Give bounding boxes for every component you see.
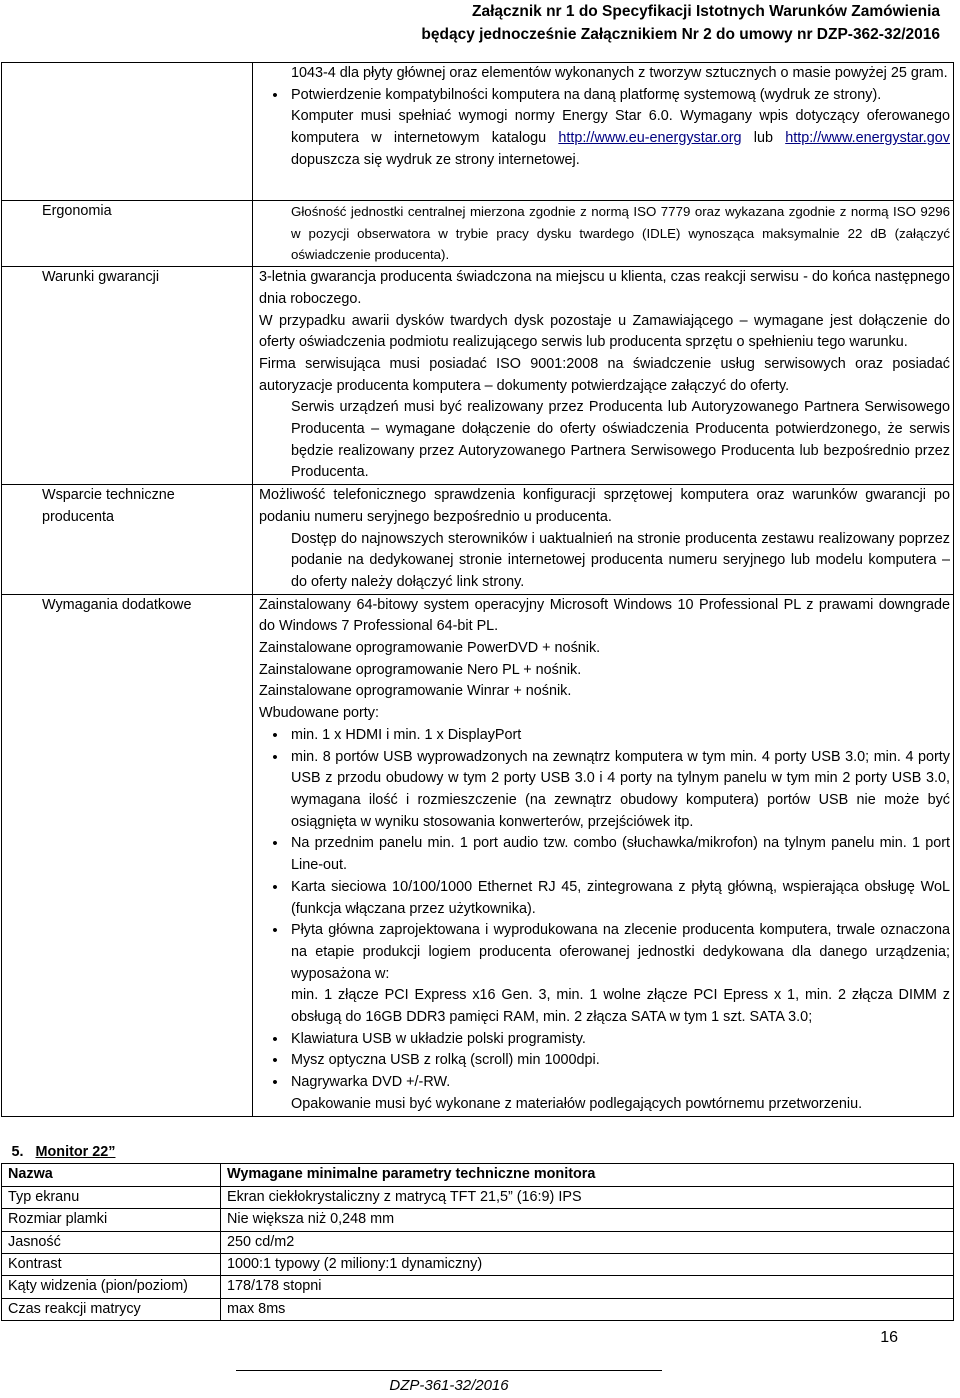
bullet-icon: • xyxy=(272,835,278,853)
compat-text: Potwierdzenie kompatybilności komputera na daną platformę systemową (wydruk ze strony). xyxy=(291,86,882,103)
bullet-icon: • xyxy=(272,1074,278,1092)
bullet-item xyxy=(259,1072,950,1094)
bullet-item xyxy=(259,85,950,107)
warranty-paragraph: 3-letnia gwarancja producenta świadczona na miejscu u klienta, czas reakcji serwisu - do końca następnego dnia roboczego. xyxy=(259,269,950,307)
monitor-row xyxy=(2,1298,954,1320)
document-header xyxy=(180,0,940,46)
monitor-row-value: Ekran ciekłokrystaliczny z matrycą TFT 21,5” (16:9) IPS xyxy=(221,1186,954,1208)
monitor-col-header-name: Nazwa xyxy=(2,1164,221,1186)
spec-value xyxy=(253,594,954,1116)
monitor-row-label: Typ ekranu xyxy=(2,1186,221,1208)
monitor-header-row xyxy=(2,1164,954,1186)
bullet-item xyxy=(259,747,950,834)
support-paragraph: Możliwość telefonicznego sprawdzenia konfiguracji sprzętowej komputera oraz warunków gwarancji po podaniu numeru seryjnego bezpośrednio u producenta. xyxy=(259,487,950,525)
bullet-icon: • xyxy=(272,1052,278,1070)
bullet-text: Mysz optyczna USB z rolką (scroll) min 1000dpi. xyxy=(291,1052,600,1069)
spec-row-continued xyxy=(2,63,954,201)
spec-value xyxy=(253,485,954,595)
bullet-text: Na przednim panelu min. 1 port audio tzw. combo (słuchawka/mikrofon) na tylnym panelu min. 1 port Line-out. xyxy=(291,835,950,874)
monitor-col-header-params: Wymagane minimalne parametry techniczne monitora xyxy=(221,1164,954,1186)
monitor-row-value: 178/178 stopni xyxy=(221,1276,954,1298)
monitor-row-value: Nie większa niż 0,248 mm xyxy=(221,1209,954,1231)
monitor-spec-table xyxy=(1,1142,954,1321)
warranty-paragraph: Firma serwisująca musi posiadać ISO 9001:2008 na świadczenie usług serwisowych oraz posiadać autoryzacje producenta komputera – dokumenty potwierdzające załączyć do oferty. xyxy=(259,355,950,394)
bullet-item xyxy=(259,1050,950,1072)
monitor-row xyxy=(2,1209,954,1231)
packaging-text: Opakowanie musi być wykonane z materiałów podlegających powtórnemu przetworzeniu. xyxy=(291,1095,863,1112)
additional-paragraph: Zainstalowane oprogramowanie Winrar + nośnik. xyxy=(259,683,572,700)
section-title: Monitor 22” xyxy=(35,1144,116,1160)
eu-energystar-link[interactable]: http://www.eu-energystar.org xyxy=(558,130,742,147)
bullet-item xyxy=(259,1029,950,1051)
footer-divider xyxy=(236,1370,662,1371)
bullet-text: min. 8 portów USB wyprowadzonych na zewnątrz komputera w tym min. 4 porty USB 3.0; min. 4 porty USB z przodu obudowy w tym 2 porty USB 3.0 i 4 porty na tylnym panelu w tym min 2 porty USB 3.0, wymagana ilość i rozmieszczenie (na zewnątrz obudowy komputera) portów USB nie może być osiągnięta w wyniku stosowania konwerterów, przejściówek itp. xyxy=(291,748,950,830)
bullet-icon: • xyxy=(272,726,278,744)
bullet-icon: • xyxy=(272,878,278,896)
bullet-subtext: min. 1 złącze PCI Express x16 Gen. 3, min. 1 wolne złącze PCI Epress x 1, min. 2 złącza DIMM z obsługą do 16GB DDR3 pamięci RAM, min. 2 złącza SATA w tym 1 szt. SATA 3.0; xyxy=(291,987,950,1026)
monitor-row-label: Rozmiar plamki xyxy=(2,1209,221,1231)
monitor-row xyxy=(2,1231,954,1253)
bullet-text: Klawiatura USB w układzie polski programisty. xyxy=(291,1030,586,1047)
spec-row-dodatkowe xyxy=(2,594,954,1116)
monitor-row-label: Jasność xyxy=(2,1231,221,1253)
energy-star-text-c: dopuszcza się wydruk ze strony internetowej. xyxy=(291,151,580,168)
bullet-text: min. 1 x HDMI i min. 1 x DisplayPort xyxy=(291,726,522,743)
bullet-item xyxy=(259,725,950,747)
spec-label: Ergonomia xyxy=(2,201,253,267)
monitor-row-value: 1000:1 typowy (2 miliony:1 dynamiczny) xyxy=(221,1254,954,1276)
spec-value-continued xyxy=(253,63,954,201)
header-line-1: Załącznik nr 1 do Specyfikacji Istotnych Warunków Zamówienia xyxy=(472,3,940,20)
bullet-text: Karta sieciowa 10/100/1000 Ethernet RJ 45, zintegrowana z płytą główną, wspierająca obsługę WoL (funkcja włączana przez użytkownika). xyxy=(291,878,950,917)
section-number: 5. xyxy=(11,1144,24,1160)
monitor-row xyxy=(2,1276,954,1298)
warranty-paragraph: W przypadku awarii dysków twardych dysk pozostaje u Zamawiającego – wymagane jest dołączenie do oferty oświadczenia podmiotu realizującego serwis lub producenta sprzętu o spełnieniu tego warunku. xyxy=(259,312,950,351)
spec-row-ergonomia xyxy=(2,201,954,267)
monitor-row-value: max 8ms xyxy=(221,1298,954,1320)
header-line-2: będący jednocześnie Załącznikiem Nr 2 do umowy nr DZP-362-32/2016 xyxy=(421,26,940,43)
rohs-continued-text: 1043-4 dla płyty głównej oraz elementów wykonanych z tworzyw sztucznych o masie powyżej 25 gram. xyxy=(291,65,948,81)
spec-label: Warunki gwarancji xyxy=(2,267,253,485)
energy-star-text-a: Komputer musi spełniać wymogi normy Energy Star 6.0. Wymagany wpis dotyczący oferowanego komputera w internetowym katalogu xyxy=(291,108,950,147)
bullet-icon: • xyxy=(272,1030,278,1048)
monitor-row xyxy=(2,1186,954,1208)
support-paragraph: Dostęp do najnowszych sterowników i uaktualnień na stronie producenta zestawu realizowany poprzez podanie na dedykowanej stronie internetowej producenta numeru seryjnego lub modelu komputera – do oferty należy dołączyć link strony. xyxy=(291,530,950,590)
monitor-row-label: Kąty widzenia (pion/poziom) xyxy=(2,1276,221,1298)
bullet-item xyxy=(259,833,950,876)
additional-paragraph: Zainstalowane oprogramowanie PowerDVD + nośnik. xyxy=(259,640,601,657)
monitor-row-label: Czas reakcji matrycy xyxy=(2,1298,221,1320)
bullet-text: Płyta główna zaprojektowana i wyprodukowana na zlecenie producenta komputera, trwale oznaczona na etapie produkcji logiem producenta oferowanej jednostki dedykowana dla danego urządzenia; wyposażona w: xyxy=(291,922,950,982)
bullet-text: Nagrywarka DVD +/-RW. xyxy=(291,1074,451,1091)
bullet-item xyxy=(259,920,950,1029)
spec-label: Wsparcie techniczne producenta xyxy=(2,485,253,595)
additional-paragraph: Wbudowane porty: xyxy=(259,705,379,722)
page-number: 16 xyxy=(880,1329,898,1346)
warranty-paragraph: Serwis urządzeń musi być realizowany przez Producenta lub Autoryzowanego Partnera Serwisowego Producenta – wymagane dołączenie do oferty oświadczenia Producenta potwierdzonego, że serwis będzie realizowany przez Autoryzowanego Partnera Serwisowego Producenta lub bezpośrednio przez Producenta. xyxy=(291,399,950,481)
monitor-row-label: Kontrast xyxy=(2,1254,221,1276)
monitor-section-row xyxy=(2,1142,954,1164)
bullet-item xyxy=(259,877,950,920)
energy-star-text xyxy=(259,106,950,171)
spec-row-gwarancja xyxy=(2,267,954,485)
bullet-icon: • xyxy=(272,748,278,766)
spec-value xyxy=(253,267,954,485)
ergonomia-text: Głośność jednostki centralnej mierzona zgodnie z normą ISO 7779 oraz wykazana zgodnie z normą ISO 9296 w pozycji obserwatora w trybie pracy dysku twardego (IDLE) wynosząca maksymalnie 22 dB (załączyć oświadczenie producenta). xyxy=(291,204,950,263)
spec-row-wsparcie xyxy=(2,485,954,595)
spec-label: Wymagania dodatkowe xyxy=(2,594,253,1116)
energy-star-text-b: lub xyxy=(741,130,786,147)
monitor-section-heading xyxy=(2,1142,954,1164)
bullet-text-group xyxy=(291,920,950,1029)
additional-paragraph: Zainstalowany 64-bitowy system operacyjny Microsoft Windows 10 Professional PL z prawami downgrade do Windows 7 Professional 64-bit PL. xyxy=(259,596,950,635)
spec-value xyxy=(253,201,954,267)
computer-spec-table xyxy=(1,62,954,1117)
footer-reference: DZP-361-32/2016 xyxy=(389,1377,509,1394)
monitor-row xyxy=(2,1254,954,1276)
monitor-row-value: 250 cd/m2 xyxy=(221,1231,954,1253)
additional-paragraph: Zainstalowane oprogramowanie Nero PL + nośnik. xyxy=(259,661,582,678)
spec-label-empty xyxy=(2,63,253,201)
energystar-link[interactable]: http://www.energystar.gov xyxy=(785,130,950,147)
bullet-icon: • xyxy=(272,86,278,104)
bullet-icon: • xyxy=(272,922,278,940)
